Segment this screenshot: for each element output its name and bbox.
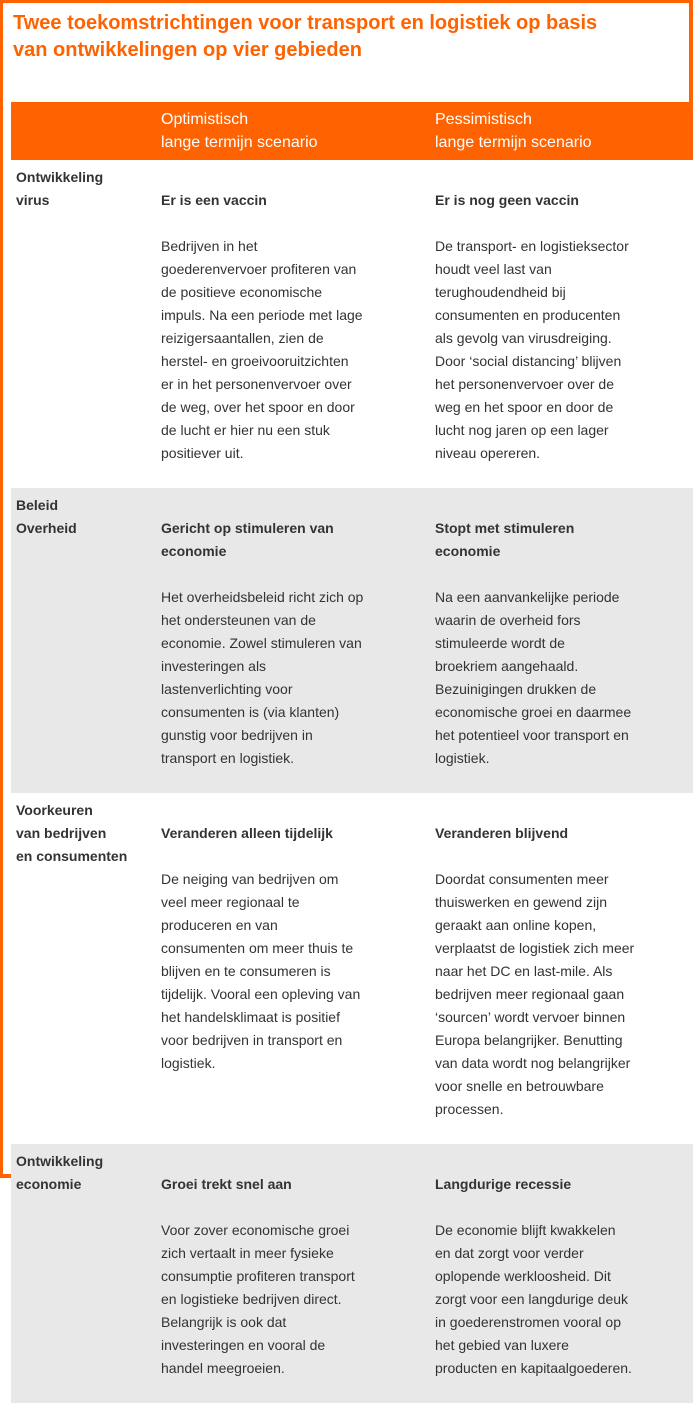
- table-row-overheid: [11, 488, 693, 793]
- row-category: Ontwikkeling economie: [11, 1144, 151, 1403]
- table-header-row: [11, 102, 693, 160]
- cell-title: Er is een vaccin: [161, 192, 267, 208]
- pessimistic-cell: [425, 1144, 693, 1403]
- optimistic-cell: [151, 1144, 425, 1403]
- cell-title: Er is nog geen vaccin: [435, 192, 579, 208]
- cell-body: Doordat consumenten meer thuiswerken en gewend zijn geraakt aan online kopen, verplaatst de logistiek zich meer naar het DC en last-mile. Als bedrijven meer regionaal gaan ‘sourcen’ wordt vervoer binnen Europa belangrijker. Benutting van data wordt nog belangrijker voor snelle en betrouwbare processen.: [435, 871, 635, 1117]
- row-category: Voorkeuren van bedrijven en consumenten: [11, 793, 151, 1144]
- optimistic-cell: [151, 793, 425, 1144]
- optimistic-cell: [151, 160, 425, 488]
- row-category: Ontwikkeling virus: [11, 160, 151, 488]
- cell-body: Voor zover economische groei zich vertaalt in meer fysieke consumptie profiteren transport en logistieke bedrijven direct. Belangrijk is ook dat investeringen en vooral de handel meegroeien.: [161, 1222, 355, 1376]
- table-row-virus: [11, 160, 693, 488]
- row-category: Beleid Overheid: [11, 488, 151, 793]
- cell-body: De economie blijft kwakkelen en dat zorgt voor verder oplopende werkloosheid. Dit zorgt voor een langdurige deuk in goederenstromen vooral op het gebied van luxere producten en kapitaalgoederen.: [435, 1222, 632, 1376]
- header-category: [11, 102, 151, 160]
- header-pessimistic: Pessimistisch lange termijn scenario: [425, 102, 693, 160]
- cell-title: Veranderen blijvend: [435, 825, 569, 841]
- cell-title: Langdurige recessie: [435, 1176, 572, 1192]
- scenario-table: [11, 102, 693, 1403]
- cell-title: Gericht op stimuleren van economie: [161, 520, 334, 559]
- cell-body: Bedrijven in het goederenvervoer profiteren van de positieve economische impuls. Na een periode met lage reizigersaantallen, zien de herstel- en groeivooruitzichten er in het personenvervoer over de weg, over het spoor en door de lucht er hier nu een stuk positiever uit.: [161, 238, 363, 461]
- cell-title: Groei trekt snel aan: [161, 1176, 292, 1192]
- cell-body: De neiging van bedrijven om veel meer regionaal te produceren en van consumenten om meer thuis te blijven en te consumeren is tijdelijk. Vooral een opleving van het handelsklimaat is positief voor bedrijven in transport en logistiek.: [161, 871, 361, 1071]
- cell-body: Na een aanvankelijke periode waarin de overheid fors stimuleerde wordt de broekriem aangehaald. Bezuinigingen drukken de economische groei en daarmee het potentieel voor transport en logistiek.: [435, 589, 632, 766]
- cell-title: Veranderen alleen tijdelijk: [161, 825, 333, 841]
- table-row-voorkeuren: [11, 793, 693, 1144]
- pessimistic-cell: [425, 793, 693, 1144]
- cell-body: Het overheidsbeleid richt zich op het ondersteunen van de economie. Zowel stimuleren van investeringen als lastenverlichting voor consumenten is (via klanten) gunstig voor bedrijven in transport en logistiek.: [161, 589, 364, 766]
- pessimistic-cell: [425, 488, 693, 793]
- header-optimistic: Optimistisch lange termijn scenario: [151, 102, 425, 160]
- cell-body: De transport- en logistieksector houdt veel last van terughoudendheid bij consumenten en producenten als gevolg van virusdreiging. Door ‘social distancing’ blijven het personenvervoer over de weg en het spoor en door de lucht nog jaren op een lager niveau opereren.: [435, 238, 629, 461]
- page-title: Twee toekomstrichtingen voor transport en logistiek op basis van ontwikkelingen op vier gebieden: [13, 12, 598, 61]
- cell-title: Stopt met stimuleren economie: [435, 520, 575, 559]
- optimistic-cell: [151, 488, 425, 793]
- table-row-economie: [11, 1144, 693, 1403]
- pessimistic-cell: [425, 160, 693, 488]
